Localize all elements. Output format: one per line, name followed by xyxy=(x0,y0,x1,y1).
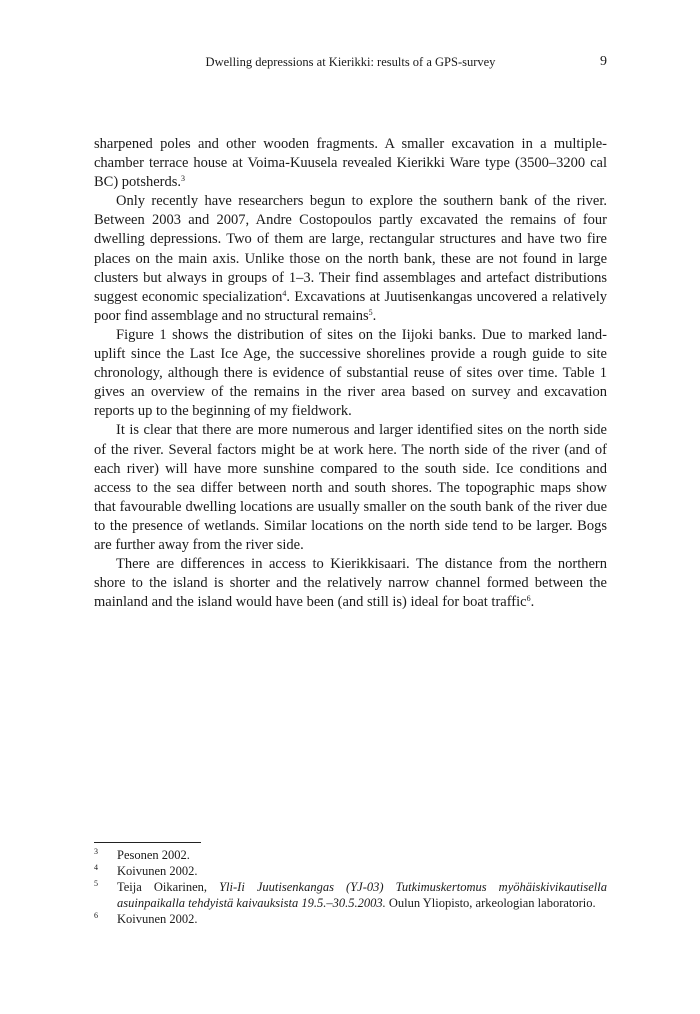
footnotes xyxy=(94,847,607,927)
paragraph-text: . Excavations at Juutisenkangas uncovered a relatively poor find assemblage and no structural remains xyxy=(94,288,607,324)
footnote xyxy=(94,879,607,911)
footnote-title: Yli-Ii Juutisenkangas (YJ-03) Tutkimuskertomus myöhäiskivikautisella asuinpaikalla tehdyistä kaivauksista 19.5.–30.5.2003. xyxy=(117,880,607,910)
paragraph-text: sharpened poles and other wooden fragments. A smaller excavation in a multiple-chamber terrace house at Voima-Kuusela revealed Kierikki Ware type (3500–3200 cal BC) potsherds. xyxy=(94,136,607,191)
footnote-text: Koivunen 2002. xyxy=(117,912,198,926)
footnote-number: 5 xyxy=(94,879,98,888)
footnote-text: Koivunen 2002. xyxy=(117,864,198,878)
footnote-text: Oulun Yliopisto, arkeologian laboratorio. xyxy=(385,896,596,910)
footnote xyxy=(94,863,607,879)
footnote-ref[interactable]: 6 xyxy=(526,594,531,604)
paragraph xyxy=(94,192,607,326)
footnote-rule xyxy=(94,842,201,843)
running-head xyxy=(94,55,607,73)
running-title: Dwelling depressions at Kierikki: results of a GPS-survey xyxy=(205,55,496,69)
footnote-number: 4 xyxy=(94,863,98,872)
paragraph-text: There are differences in access to Kierikkisaari. The distance from the northern shore to the island is shorter and the relatively narrow channel formed between the mainland and the island would have been (and still is) ideal for boat traffic xyxy=(94,556,607,611)
footnote-text: Pesonen 2002. xyxy=(117,848,190,862)
page-number: 9 xyxy=(600,54,607,69)
paragraph-text: . xyxy=(372,307,377,324)
footnote-ref[interactable]: 5 xyxy=(368,307,373,317)
footnote-ref[interactable]: 3 xyxy=(181,174,185,184)
footnote xyxy=(94,847,607,863)
footnote xyxy=(94,911,607,927)
paragraph-text: Only recently have researchers begun to explore the southern bank of the river. Between 2003 and 2007, Andre Costopoulos partly excavated the remains of four dwelling depressions. Two of them are large, rectangular structures and have two fire places on the main axis. Unlike those on the north bank, these are not found in large clusters but always in groups of 1–3. Their find assemblages and artefact distributions suggest economic specialization xyxy=(94,193,607,305)
footnote-author: Teija Oikarinen, xyxy=(117,880,220,894)
paragraph-text: . xyxy=(530,594,535,611)
paragraph xyxy=(94,555,607,612)
paragraph xyxy=(94,135,607,192)
paragraph: Figure 1 shows the distribution of sites on the Iijoki banks. Due to marked land-uplift since the Last Ice Age, the successive shorelines provide a rough guide to site chronology, although there is evidence of substantial reuse of sites over time. Table 1 gives an overview of the remains in the river area based on survey and excavation reports up to the beginning of my fieldwork. xyxy=(94,326,607,420)
body-text xyxy=(94,135,607,612)
paragraph: It is clear that there are more numerous and larger identified sites on the north side of the river. Several factors might be at work here. The north side of the river (and of each river) will have more sunshine compared to the south side. Ice conditions and access to the sea differ between north and south shores. The topographic maps show that favourable dwelling locations are usually smaller on the south bank of the river due to the presence of wetlands. Similar locations on the north side tend to be larger. Bogs are further away from the river side. xyxy=(94,422,607,553)
footnote-number: 6 xyxy=(94,911,98,920)
footnote-number: 3 xyxy=(94,847,98,856)
footnote-ref[interactable]: 4 xyxy=(282,288,287,298)
